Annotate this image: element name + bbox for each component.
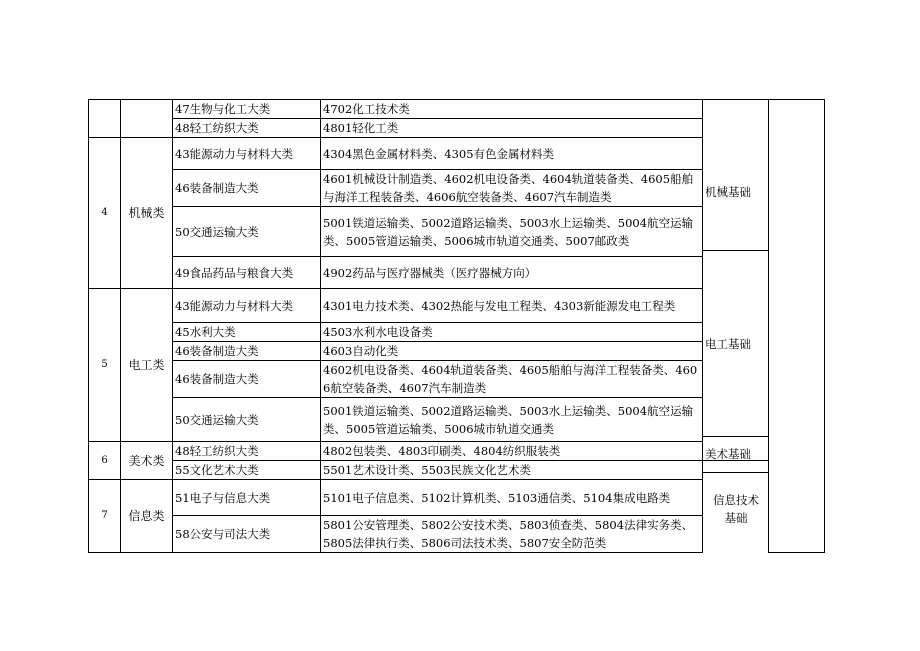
major-cell: 50交通运输大类	[173, 398, 321, 442]
major-cell: 46装备制造大类	[173, 170, 321, 207]
table-row	[89, 516, 825, 553]
category-cell: 美术类	[121, 442, 173, 480]
major-cell: 48轻工纺织大类	[173, 442, 321, 461]
major-cell: 46装备制造大类	[173, 361, 321, 398]
table-row	[89, 480, 825, 516]
sub-cell: 5801公安管理类、5802公安技术类、5803侦查类、5804法律实务类、5805法律执行类、5806司法技术类、5807安全防范类	[321, 516, 703, 553]
major-cell: 58公安与司法大类	[173, 516, 321, 553]
category-cell: 机械类	[121, 138, 173, 289]
sub-cell: 4602机电设备类、4604轨道装备类、4605船舶与海洋工程装备类、4606航空装备类、4607汽车制造类	[321, 361, 703, 398]
major-cell: 47生物与化工大类	[173, 100, 321, 119]
sub-cell: 4301电力技术类、4302热能与发电工程类、4303新能源发电工程类	[321, 289, 703, 323]
base-cell	[703, 100, 769, 461]
sub-cell: 4603自动化类	[321, 342, 703, 361]
sub-cell: 4902药品与医疗器械类（医疗器械方向）	[321, 257, 703, 289]
sub-cell: 4802包装类、4803印刷类、4804纺织服装类	[321, 442, 703, 461]
base-label-mechanical: 机械基础	[705, 185, 751, 199]
base-label-art: 美术基础	[705, 447, 751, 461]
sub-cell: 5501艺术设计类、5503民族文化艺术类	[321, 461, 703, 480]
category-cell: 信息类	[121, 480, 173, 553]
major-cell: 48轻工纺织大类	[173, 119, 321, 138]
document-page	[88, 99, 825, 553]
sub-cell: 4601机械设计制造类、4602机电设备类、4604轨道装备类、4605船舶与海洋工程装备类、4606航空装备类、4607汽车制造类	[321, 170, 703, 207]
base-label-info: 信息技术基础	[713, 493, 759, 525]
major-cell: 46装备制造大类	[173, 342, 321, 361]
category-table	[88, 99, 825, 553]
sub-cell: 4503水利水电设备类	[321, 323, 703, 342]
sub-cell: 5101电子信息类、5102计算机类、5103通信类、5104集成电路类	[321, 480, 703, 516]
major-cell: 43能源动力与材料大类	[173, 289, 321, 323]
sub-cell: 5001铁道运输类、5002道路运输类、5003水上运输类、5004航空运输类、5005管道运输类、5006城市轨道交通类	[321, 398, 703, 442]
sub-cell: 5001铁道运输类、5002道路运输类、5003水上运输类、5004航空运输类、5005管道运输类、5006城市轨道交通类、5007邮政类	[321, 207, 703, 257]
remark-cell	[769, 100, 825, 553]
major-cell: 50交通运输大类	[173, 207, 321, 257]
num-cell: 4	[89, 138, 121, 289]
num-cell: 7	[89, 480, 121, 553]
num-cell	[89, 100, 121, 138]
major-cell: 43能源动力与材料大类	[173, 138, 321, 170]
table-row	[89, 100, 825, 119]
major-cell: 49食品药品与粮食大类	[173, 257, 321, 289]
num-cell: 6	[89, 442, 121, 480]
category-cell	[121, 100, 173, 138]
table-row	[89, 461, 825, 480]
category-cell: 电工类	[121, 289, 173, 442]
base-label-electrical: 电工基础	[705, 337, 751, 351]
sub-cell: 4801轻化工类	[321, 119, 703, 138]
major-cell: 45水利大类	[173, 323, 321, 342]
major-cell: 55文化艺术大类	[173, 461, 321, 480]
major-cell: 51电子与信息大类	[173, 480, 321, 516]
num-cell: 5	[89, 289, 121, 442]
sub-cell: 4304黑色金属材料类、4305有色金属材料类	[321, 138, 703, 170]
sub-cell: 4702化工技术类	[321, 100, 703, 119]
